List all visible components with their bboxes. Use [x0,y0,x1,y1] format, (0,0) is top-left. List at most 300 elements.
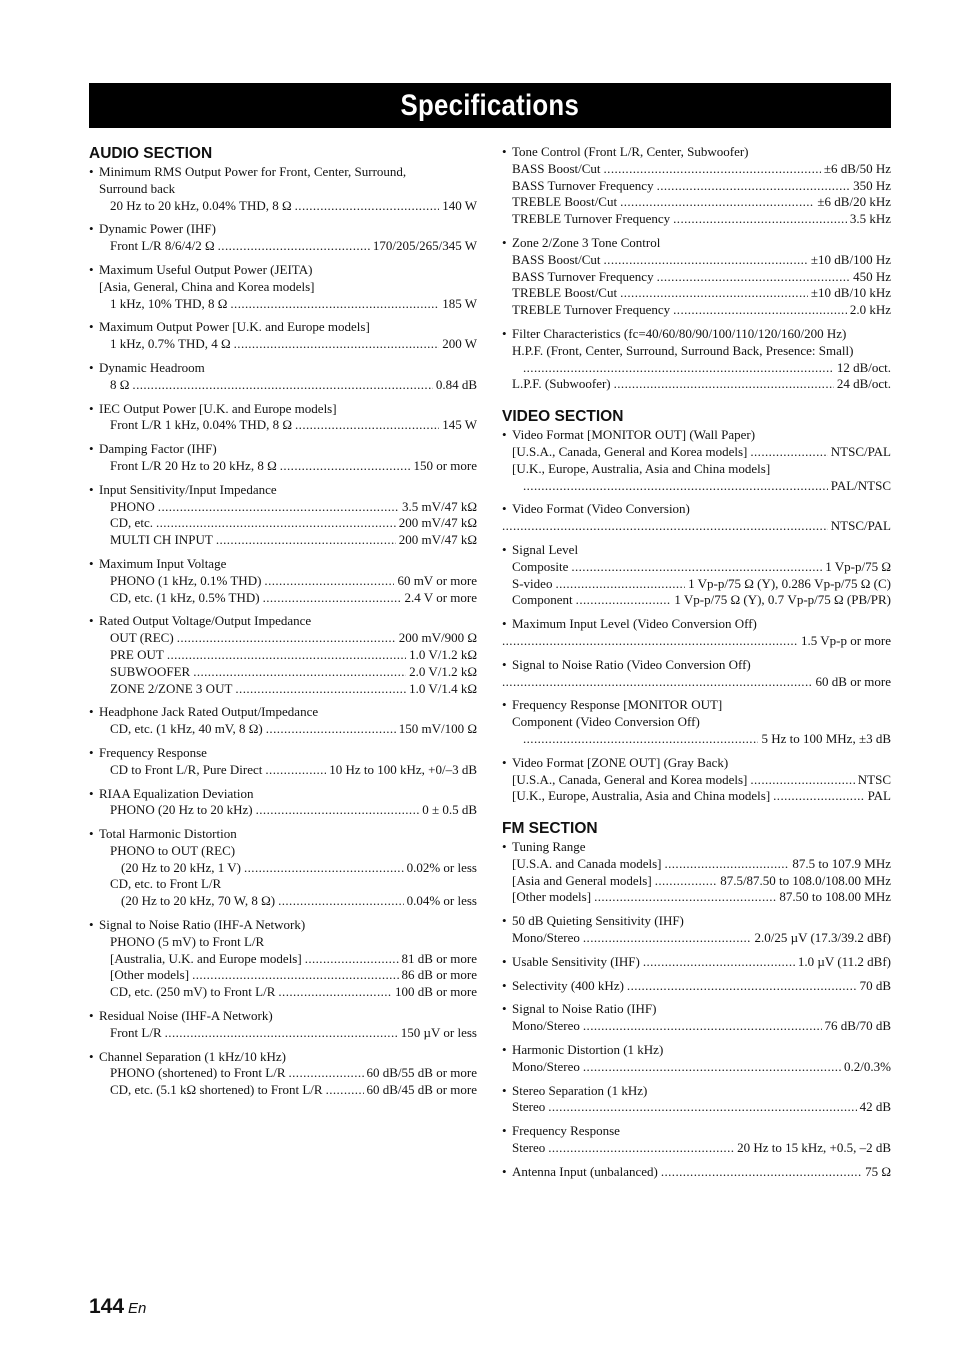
spec-label: [Other models] [512,889,592,905]
spec-line [502,501,891,518]
spec-label: Front L/R 8/6/4/2 Ω [110,238,215,254]
spec-line [89,721,477,738]
spec-line [89,458,477,475]
spec-label: ZONE 2/ZONE 3 OUT [110,680,233,696]
spec-label: PHONO (5 mV) to Front L/R [110,933,265,949]
dot-leader [234,336,440,353]
spec-label: [U.S.A. and Canada models] [512,855,662,871]
spec-value: 12 dB/oct. [836,359,891,375]
spec-item [89,360,477,394]
spec-label: BASS Boost/Cut [512,251,601,267]
spec-line [89,1025,477,1042]
bullet-icon: • [502,234,507,250]
spec-value: 350 Hz [853,177,891,193]
dot-leader [263,590,402,607]
spec-line [502,1083,891,1100]
spec-value: 200 mV/900 Ω [398,630,477,646]
spec-value: 200 mV/47 kΩ [398,515,477,531]
spec-label: Video Format [MONITOR OUT] (Wall Paper) [512,427,756,443]
spec-line [89,786,477,803]
spec-label: [U.S.A., Canada, General and Korea models] [512,771,748,787]
dot-leader [192,967,398,984]
bullet-icon: • [89,1048,94,1064]
spec-item [502,1123,891,1157]
dot-leader [655,873,717,890]
spec-line [502,252,891,269]
spec-label: Mono/Stereo [512,1058,580,1074]
spec-line [89,826,477,843]
spec-label: CD, etc. [110,515,153,531]
spec-line [89,164,477,181]
spec-line [502,178,891,195]
spec-label: Stereo Separation (1 kHz) [512,1082,648,1098]
spec-line [89,360,477,377]
spec-label: PRE OUT [110,646,164,662]
spec-line [502,633,891,650]
bullet-icon: • [89,744,94,760]
spec-value: 87.5 to 107.9 MHz [792,855,891,871]
spec-label: Maximum Useful Output Power (JEITA) [99,261,313,277]
spec-value: 185 W [442,295,477,311]
spec-value: 60 dB or more [815,673,891,689]
spec-line [89,1065,477,1082]
spec-label: TREBLE Boost/Cut [512,285,618,301]
dot-leader [583,930,752,947]
dot-leader [523,731,758,748]
spec-line [89,532,477,549]
spec-line [502,1001,891,1018]
spec-item [89,319,477,353]
bullet-icon: • [502,1042,507,1058]
spec-label: Frequency Response [MONITOR OUT] [512,697,723,713]
spec-label: Stereo [512,1099,546,1115]
spec-label: BASS Turnover Frequency [512,268,654,284]
spec-value: 76 dB/70 dB [824,1018,891,1034]
spec-label: CD to Front L/R, Pure Direct [110,761,263,777]
spec-label: Composite [512,558,569,574]
spec-item [502,954,891,971]
bullet-icon: • [502,697,507,713]
spec-value: 0.04% or less [406,893,477,909]
left-column [89,144,477,1106]
dot-leader [158,499,399,516]
dot-leader [750,444,827,461]
spec-value: 2.0 V/1.2 kΩ [409,663,477,679]
spec-label: BASS Turnover Frequency [512,177,654,193]
spec-item [89,704,477,738]
spec-item [89,262,477,312]
spec-label: Component (Video Conversion Off) [512,714,700,730]
bullet-icon: • [502,427,507,443]
spec-line [502,343,891,360]
spec-item [89,441,477,475]
spec-item [89,221,477,255]
bullet-icon: • [502,977,507,993]
spec-line [89,417,477,434]
spec-value: 75 Ω [865,1163,891,1179]
dot-leader [165,1025,398,1042]
dot-leader [280,458,411,475]
spec-line [502,873,891,890]
spec-label: SUBWOOFER [110,663,191,679]
spec-line [502,731,891,748]
spec-line [502,444,891,461]
spec-line [502,714,891,731]
dot-leader [620,194,814,211]
spec-label: Front L/R 20 Hz to 20 kHz, 8 Ω [110,457,277,473]
spec-label: Mono/Stereo [512,930,580,946]
spec-line [89,951,477,968]
spec-item [502,542,891,609]
spec-value: 100 dB or more [395,984,477,1000]
bullet-icon: • [89,481,94,497]
bullet-icon: • [89,826,94,842]
bullet-icon: • [502,839,507,855]
spec-item [502,978,891,995]
dot-leader [264,573,394,590]
spec-item [89,482,477,549]
spec-label: PHONO [110,498,155,514]
spec-label: RIAA Equalization Deviation [99,785,254,801]
dot-leader [256,802,420,819]
spec-item [89,745,477,779]
spec-item [502,1164,891,1181]
spec-label: Residual Noise (IHF-A Network) [99,1008,273,1024]
spec-label: Dynamic Power (IHF) [99,221,216,237]
spec-line [89,221,477,238]
spec-line [89,573,477,590]
dot-leader [295,198,440,215]
spec-item [89,1008,477,1042]
spec-line [502,1059,891,1076]
spec-value: 450 Hz [853,268,891,284]
spec-value: ±10 dB/100 Hz [810,251,891,267]
spec-line [502,559,891,576]
dot-leader [266,721,396,738]
bullet-icon: • [502,1001,507,1017]
dot-leader [604,161,821,178]
spec-line [89,499,477,516]
spec-value: 10 Hz to 100 kHz, +0/–3 dB [329,761,477,777]
spec-label: PHONO (shortened) to Front L/R [110,1065,286,1081]
spec-line [502,518,891,535]
spec-label: Tuning Range [512,839,586,855]
spec-line [89,181,477,198]
spec-label: CD, etc. to Front L/R [110,876,222,892]
spec-label: Stereo [512,1140,546,1156]
dot-leader [664,856,789,873]
spec-label: [Asia, General, China and Korea models] [99,278,315,294]
dot-leader [657,269,851,286]
spec-line [502,930,891,947]
spec-line [502,1099,891,1116]
spec-line [89,482,477,499]
dot-leader [548,1099,856,1116]
spec-value: 3.5 kHz [849,211,891,227]
spec-line [502,889,891,906]
spec-label: Component [512,592,573,608]
spec-line [89,984,477,1001]
spec-line [89,704,477,721]
page-number: 144 [89,1295,125,1318]
section-heading: AUDIO SECTION [89,145,213,162]
spec-label: H.P.F. (Front, Center, Surround, Surround Back, Presence: Small) [512,342,854,358]
spec-line [89,876,477,893]
spec-value: 0.2/0.3% [844,1058,891,1074]
bullet-icon: • [502,754,507,770]
spec-line [502,954,891,971]
spec-line [89,590,477,607]
spec-line [502,839,891,856]
dot-leader [657,178,851,195]
spec-item [502,697,891,747]
spec-item [502,913,891,947]
spec-item [502,1083,891,1117]
spec-label: OUT (REC) [110,630,174,646]
spec-label: Total Harmonic Distortion [99,826,237,842]
spec-label: Frequency Response [99,744,207,760]
spec-label: S-video [512,575,553,591]
dot-leader [576,592,672,609]
right-column [502,144,891,1188]
spec-line [89,198,477,215]
spec-line [502,592,891,609]
spec-line [89,893,477,910]
spec-line [89,860,477,877]
spec-value: ±6 dB/20 kHz [817,194,891,210]
spec-label: CD, etc. (1 kHz, 40 mV, 8 Ω) [110,721,263,737]
spec-label: Video Format [ZONE OUT] (Gray Back) [512,754,729,770]
bullet-icon: • [502,541,507,557]
spec-value: 0 ± 0.5 dB [422,802,477,818]
spec-line [502,657,891,674]
bullet-icon: • [89,359,94,375]
spec-line [89,664,477,681]
spec-label: 20 Hz to 20 kHz, 0.04% THD, 8 Ω [110,197,292,213]
spec-item [502,144,891,228]
spec-line [502,211,891,228]
spec-item [502,235,891,319]
spec-line [502,285,891,302]
spec-label: Signal to Noise Ratio (Video Conversion Off) [512,656,751,672]
spec-label: CD, etc. (1 kHz, 0.5% THD) [110,589,260,605]
spec-label: Dynamic Headroom [99,359,205,375]
spec-line [89,1082,477,1099]
dot-leader [193,664,406,681]
spec-line [502,772,891,789]
spec-item [502,427,891,494]
dot-leader [583,1059,841,1076]
section-heading: VIDEO SECTION [502,408,624,426]
spec-value: 2.4 V or more [404,589,477,605]
spec-line [89,262,477,279]
spec-label: Signal to Noise Ratio (IHF) [512,1001,657,1017]
dot-leader [523,478,828,495]
spec-value: 200 W [442,336,477,352]
spec-line [502,856,891,873]
spec-line [502,1042,891,1059]
spec-label: Signal Level [512,541,579,557]
spec-label: Rated Output Voltage/Output Impedance [99,613,312,629]
bullet-icon: • [502,1123,507,1139]
spec-item [89,917,477,1001]
bullet-icon: • [502,953,507,969]
dot-leader [604,252,808,269]
dot-leader [326,1082,364,1099]
dot-leader [502,674,813,691]
spec-value: 81 dB or more [401,950,477,966]
spec-value: 20 Hz to 15 kHz, +0.5, –2 dB [737,1140,891,1156]
dot-leader [571,559,822,576]
dot-leader [661,1164,862,1181]
bullet-icon: • [89,319,94,335]
spec-label: Signal to Noise Ratio (IHF-A Network) [99,917,306,933]
dot-leader [673,211,847,228]
spec-value: 2.0/25 µV (17.3/39.2 dBf) [754,930,891,946]
spec-label: Channel Separation (1 kHz/10 kHz) [99,1048,287,1064]
spec-label: Usable Sensitivity (IHF) [512,953,640,969]
spec-item [502,1001,891,1035]
spec-item [89,826,477,910]
page-title: Specifications [400,89,580,122]
spec-value: 170/205/265/345 W [372,238,477,254]
spec-line [89,613,477,630]
spec-line [502,674,891,691]
bullet-icon: • [89,785,94,801]
spec-label: [Asia and General models] [512,872,652,888]
spec-line [502,302,891,319]
spec-line [89,802,477,819]
spec-line [502,1123,891,1140]
spec-line [502,697,891,714]
page-title-banner [89,83,891,128]
dot-leader [643,954,795,971]
spec-value: 150 mV/100 Ω [398,721,477,737]
spec-item [502,1042,891,1076]
spec-line [502,755,891,772]
spec-label: Harmonic Distortion (1 kHz) [512,1042,664,1058]
bullet-icon: • [502,144,507,159]
spec-line [502,326,891,343]
spec-label: TREBLE Turnover Frequency [512,211,671,227]
dot-leader [244,860,404,877]
spec-label: Front L/R [110,1024,162,1040]
spec-label: Maximum Input Level (Video Conversion Off) [512,616,757,632]
spec-item [502,755,891,805]
spec-label: (20 Hz to 20 kHz, 1 V) [121,859,241,875]
page-footer [89,1295,146,1319]
spec-line [89,934,477,951]
spec-line [89,296,477,313]
spec-item [89,613,477,697]
dot-leader [132,377,432,394]
spec-label: IEC Output Power [U.K. and Europe models] [99,400,337,416]
spec-label: CD, etc. (5.1 kΩ shortened) to Front L/R [110,1082,323,1098]
spec-line [502,427,891,444]
dot-leader [265,762,326,779]
dot-leader [177,630,396,647]
spec-item [89,164,477,214]
spec-item [502,657,891,691]
spec-item [89,556,477,606]
spec-label: 8 Ω [110,376,130,392]
spec-label: 50 dB Quieting Sensitivity (IHF) [512,913,684,929]
spec-item [502,501,891,535]
spec-item [502,839,891,906]
spec-value: 1.0 µV (11.2 dBf) [797,953,891,969]
spec-line [89,647,477,664]
spec-value: 5 Hz to 100 MHz, ±3 dB [761,730,891,746]
spec-label: Surround back [99,180,176,196]
spec-label: Frequency Response [512,1123,620,1139]
dot-leader [278,984,392,1001]
spec-value: 42 dB [859,1099,891,1115]
spec-value: 0.02% or less [406,859,477,875]
spec-label: CD, etc. (250 mV) to Front L/R [110,984,276,1000]
spec-line [502,144,891,161]
spec-label: TREBLE Turnover Frequency [512,302,671,318]
spec-value: NTSC [857,771,891,787]
bullet-icon: • [502,1163,507,1179]
dot-leader [594,889,776,906]
dot-leader [278,893,403,910]
spec-line [502,269,891,286]
spec-line [89,1049,477,1066]
dot-leader [156,515,396,532]
spec-label: TREBLE Boost/Cut [512,194,618,210]
spec-label: Maximum Output Power [U.K. and Europe models] [99,319,370,335]
spec-value: 1 Vp-p/75 Ω (Y), 0.286 Vp-p/75 Ω (C) [688,575,891,591]
section-heading: FM SECTION [502,820,598,838]
spec-line [502,616,891,633]
bullet-icon: • [89,704,94,720]
spec-value: 140 W [442,197,477,213]
spec-label: [U.K., Europe, Australia, Asia and China models] [512,788,771,804]
bullet-icon: • [89,261,94,277]
spec-value: 60 mV or more [397,572,477,588]
spec-item [89,1049,477,1099]
spec-line [89,1008,477,1025]
spec-value: 200 mV/47 kΩ [398,532,477,548]
spec-label: Filter Characteristics (fc=40/60/80/90/100/110/120/160/200 Hz) [512,325,847,341]
spec-label: L.P.F. (Subwoofer) [512,376,611,392]
spec-line [502,235,891,252]
dot-leader [167,647,406,664]
dot-leader [289,1065,364,1082]
dot-leader [216,532,396,549]
dot-leader [295,417,439,434]
dot-leader [583,1018,822,1035]
spec-line [89,319,477,336]
spec-line [502,1140,891,1157]
dot-leader [773,788,864,805]
spec-value: 60 dB/45 dB or more [366,1082,477,1098]
spec-value: ±10 dB/10 kHz [810,285,891,301]
spec-line [89,967,477,984]
bullet-icon: • [89,164,94,179]
spec-label: Damping Factor (IHF) [99,441,217,457]
spec-line [89,762,477,779]
spec-value: 2.0 kHz [849,302,891,318]
spec-label: [U.S.A., Canada, General and Korea models] [512,443,748,459]
spec-item [502,326,891,393]
spec-line [89,279,477,296]
bullet-icon: • [502,501,507,517]
dot-leader [627,978,857,995]
spec-label: 1 kHz, 10% THD, 8 Ω [110,295,228,311]
dot-leader [218,238,370,255]
spec-value: 24 dB/oct. [836,376,891,392]
